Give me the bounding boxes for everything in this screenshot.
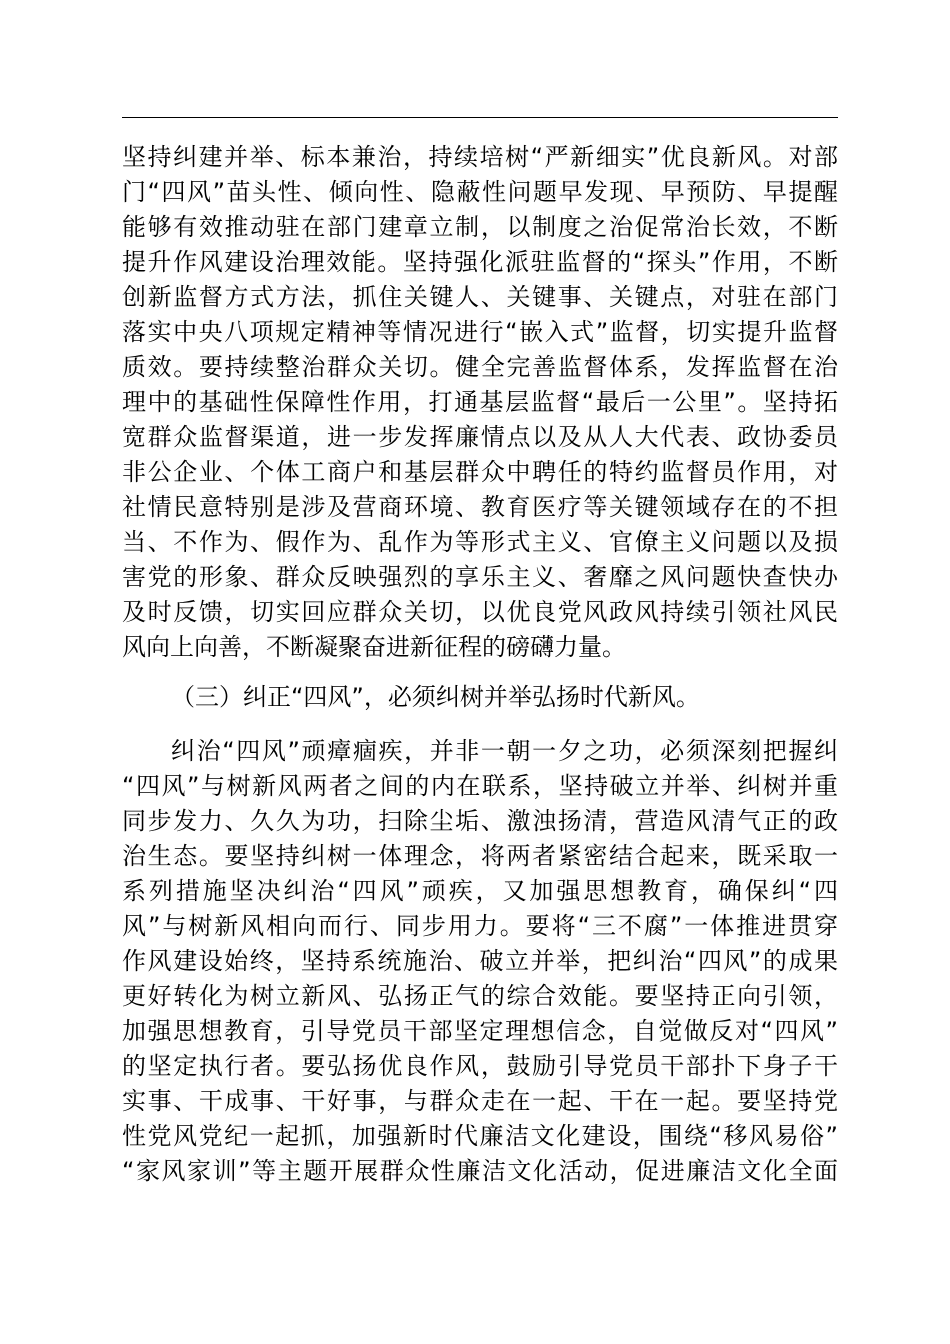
paragraph-1-line: 坚持纠建并举、标本兼治，持续培树“严新细实”优良新风。对部 [122,143,838,171]
paragraph-2-line: 加强思想教育，引导党员干部坚定理想信念，自觉做反对“四风” [122,1017,838,1045]
paragraph-1-line: 门“四风”苗头性、倾向性、隐蔽性问题早发现、早预防、早提醒 [122,178,838,206]
paragraph-1-line: 创新监督方式方法，抓住关键人、关键事、关键点，对驻在部门 [122,283,838,311]
section-heading-3: （三）纠正“四风”，必须纠树并举弘扬时代新风。 [171,683,700,711]
paragraph-2-line: 风”与树新风相向而行、同步用力。要将“三不腐”一体推进贯穿 [122,912,838,940]
paragraph-2-line: 性党风党纪一起抓，加强新时代廉洁文化建设，围绕“移风易俗” [122,1122,838,1150]
paragraph-1-line: 及时反馈，切实回应群众关切，以优良党风政风持续引领社风民 [122,598,838,626]
paragraph-2-line: 作风建设始终，坚持系统施治、破立并举，把纠治“四风”的成果 [122,947,838,975]
paragraph-2-line: 实事、干成事、干好事，与群众走在一起、干在一起。要坚持党 [122,1087,838,1115]
paragraph-1-line: 能够有效推动驻在部门建章立制，以制度之治促常治长效，不断 [122,213,838,241]
paragraph-2-line: 治生态。要坚持纠树一体理念，将两者紧密结合起来，既采取一 [122,842,838,870]
paragraph-1-line: 提升作风建设治理效能。坚持强化派驻监督的“探头”作用，不断 [122,248,838,276]
paragraph-2-line: 更好转化为树立新风、弘扬正气的综合效能。要坚持正向引领， [122,982,838,1010]
paragraph-2-line: 纠治“四风”顽瘴痼疾，并非一朝一夕之功，必须深刻把握纠 [171,737,838,765]
paragraph-1-line: 宽群众监督渠道，进一步发挥廉情点以及从人大代表、政协委员 [122,423,838,451]
paragraph-2-line: 的坚定执行者。要弘扬优良作风，鼓励引导党员干部扑下身子干 [122,1052,838,1080]
paragraph-1 [122,140,838,665]
paragraph-2-line: “四风”与树新风两者之间的内在联系，坚持破立并举、纠树并重 [122,772,838,800]
paragraph-1-line: 理中的基础性保障性作用，打通基层监督“最后一公里”。坚持拓 [122,388,838,416]
paragraph-2-line: 系列措施坚决纠治“四风”顽疾，又加强思想教育，确保纠“四 [122,877,838,905]
header-rule [122,117,838,118]
paragraph-1-line: 害党的形象、群众反映强烈的享乐主义、奢靡之风问题快查快办 [122,563,838,591]
paragraph-1-line: 落实中央八项规定精神等情况进行“嵌入式”监督，切实提升监督 [122,318,838,346]
paragraph-1-line: 社情民意特别是涉及营商环境、教育医疗等关键领域存在的不担 [122,493,838,521]
paragraph-2-line: “家风家训”等主题开展群众性廉洁文化活动，促进廉洁文化全面 [122,1157,838,1185]
paragraph-1-line: 当、不作为、假作为、乱作为等形式主义、官僚主义问题以及损 [122,528,838,556]
paragraph-1-line: 非公企业、个体工商户和基层群众中聘任的特约监督员作用，对 [122,458,838,486]
paragraph-1-line: 质效。要持续整治群众关切。健全完善监督体系，发挥监督在治 [122,353,838,381]
paragraph-1-line: 风向上向善，不断凝聚奋进新征程的磅礴力量。 [122,633,626,661]
paragraph-2-line: 同步发力、久久为功，扫除尘垢、激浊扬清，营造风清气正的政 [122,807,838,835]
paragraph-2 [122,734,838,1189]
